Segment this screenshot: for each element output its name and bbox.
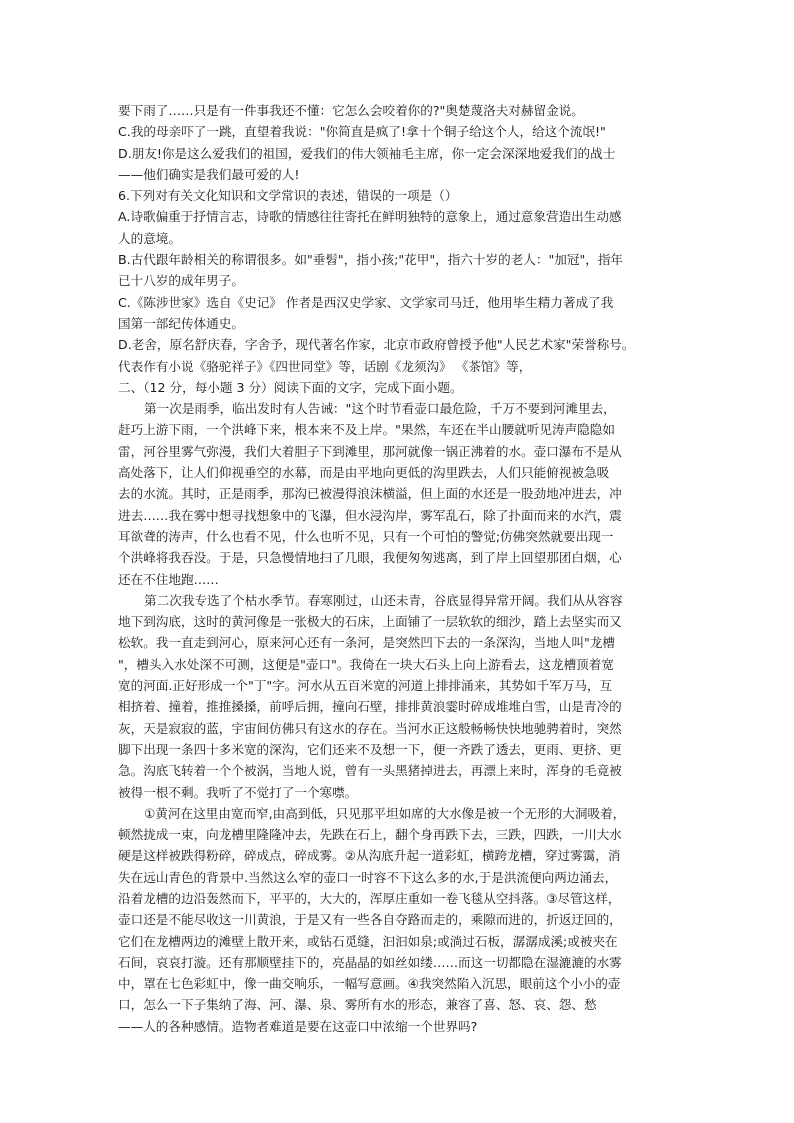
text-line: 脚下出现一条四十多米宽的深沟，它们还来不及想一下，便一齐跌了透去，更雨、更挤、更 (118, 741, 622, 757)
text-line: 硬是这样被跌得粉碎，碎成点，碎成雾。②从沟底升起一道彩虹，横跨龙槽，穿过雾霭，消 (118, 848, 621, 864)
text-line: 失在远山青色的背景中.当然这么窄的壶口一时容不下这么多的水,于是洪流便向两边涌去， (118, 869, 618, 885)
text-line: 石间，哀哀打漩。还有那顺壁挂下的，亮晶晶的如丝如缕……而这一切都隐在湿漉漉的水雾 (118, 954, 622, 970)
option-c-text: C.我的母亲吓了一跳，直望着我说："你简直是疯了!拿十个铜子给这个人，给这个流氓!" (118, 124, 606, 140)
document-page (118, 100, 676, 1037)
text-line: 去的水流。其时，正是雨季，那沟已被漫得浪沫横溢，但上面的水还是一股劲地冲进去，冲 (118, 486, 622, 502)
text-line: 口，怎么一下子集纳了海、河、瀑、泉、雾所有水的形态，兼容了喜、怒、哀、怨、愁 (118, 997, 597, 1013)
text-line: 还在不住地跑…… (118, 571, 219, 587)
text-line: 要下雨了……只是有一件事我还不懂：它怎么会咬着你的?"奥楚蔑洛夫对赫留金说。 (118, 103, 584, 118)
text-line: 松软。我一直走到河心，原来河心还有一条河，是突然凹下去的一条深沟，当地人叫"龙槽 (118, 635, 615, 651)
text-line: 沿着龙槽的边沿轰然而下，平平的，大大的，浑厚庄重如一卷飞毯从空抖落。③尽管这样， (118, 890, 621, 906)
option-c-text: C.《陈涉世家》选自《史记》 作者是西汉史学家、文学家司马迁，他用毕生精力著成了我 (118, 294, 614, 310)
text-line: 个洪峰将我吞没。于是，只急慢情地扫了几眼，我便匆匆逃离，到了岸上回望那团白烟，心 (118, 550, 622, 566)
paragraph-start: 第一次是雨季，临出发时有人告诫："这个时节看壶口最危险，千万不要到河滩里去， (144, 401, 616, 417)
text-line: 壶口还是不能尽收这一川黄浪，于是又有一些各自夺路而走的，乘隙而进的，折返迂回的， (118, 912, 622, 928)
text-line: 代表作有小说《骆驼祥子》《四世同堂》等，话剧《龙须沟》 《茶馆》等， (118, 358, 532, 374)
text-line: 灰，天是寂寂的蓝，宇宙间仿佛只有这水的存在。当河水正这般畅畅快快地驰骋着时，突然 (118, 720, 622, 736)
text-line: 赶巧上游下雨，一个洪峰下来，根本来不及上岸。"果然，车还在半山腰就听见涛声隐隐如 (118, 422, 615, 438)
text-line: 中，罩在七色彩虹中，像一曲交响乐，一幅写意画。④我突然陷入沉思，眼前这个小小的壶 (118, 976, 621, 992)
text-line: 进去……我在雾中想寻找想象中的飞瀑，但水浸沟岸，雾军乱石，除了扑面而来的水汽，震 (118, 507, 622, 523)
text-line: 它们在龙槽两边的滩壁上散开来，或钻石觅缝，汩汩如泉;或淌过石板，潺潺成溪;或被夹在 (118, 933, 618, 949)
text-line: 相挤着、撞着，推推搡搡，前呼后拥，撞向石壁，排排黄浪霎时碎成堆堆白雪，山是青冷的 (118, 699, 622, 715)
option-b-text: B.古代跟年龄相关的称谓很多。如"垂髫"，指小孩;"花甲"，指六十岁的老人："加冠"，指年 (118, 252, 624, 268)
text-line: 耳欲聋的涛声，什么也看不见，什么也听不见，只有一个可怕的警觉;仿佛突然就要出现一 (118, 528, 614, 544)
option-d-text: D.朋友!你是这么爱我们的祖国，爱我们的伟大领袖毛主席，你一定会深深地爱我们的战士 (118, 145, 616, 161)
text-line: ——他们确实是我们最可爱的人! (118, 166, 300, 182)
paragraph-start: ①黄河在这里由宽而窄,由高到低，只见那平坦如席的大水像是被一个无形的大洞吸着， (144, 805, 626, 821)
text-line: "，槽头入水处深不可测，这便是"壶口"。我倚在一块大石头上向上游看去，这龙槽顶着宽 (118, 656, 614, 672)
text-line: 国第一部纪传体通史。 (118, 315, 244, 331)
text-line: 顿然拢成一束，向龙槽里隆隆冲去，先跌在石上，翻个身再跌下去，三跌，四跌，一川大水 (118, 827, 622, 843)
option-d-text: D.老舍，原名舒庆春，字舍予，现代著名作家，北京市政府曾授予他"人民艺术家"荣誉称号。 (118, 337, 635, 353)
text-line: 宽的河面.正好形成一个"丁"字。河水从五百米宽的河道上排排涌来，其势如千军万马，互 (118, 678, 613, 694)
question-6-stem: 6.下列对有关文化知识和文学常识的表述，错误的一项是（） (118, 188, 458, 204)
text-line: 地下到沟底，这时的黄河像是一张极大的石床，上面铺了一层软软的细沙，踏上去坚实而又 (118, 614, 622, 630)
section-heading: 二、（12 分，每小题 3 分）阅读下面的文字，完成下面小题。 (118, 379, 463, 395)
text-line: 急。沟底飞转着一个个被涡，当地人说，曾有一头黑猪掉进去，再漂上来时，浑身的毛竟被 (118, 763, 622, 779)
text-line: 已十八岁的成年男子。 (118, 273, 244, 289)
text-line: 被得一根不剩。我听了不觉打了一个寒噤。 (118, 784, 358, 800)
option-a-text: A.诗歌偏重于抒情言志，诗歌的情感往往寄托在鲜明独特的意象上，通过意象营造出生动感 (118, 209, 622, 225)
text-line: 高处落下，让人们仰视垂空的水幕，而是由平地向更低的沟里跌去，人们只能俯视被急吸 (118, 465, 610, 481)
text-line: ——人的各种感情。造物者难道是要在这壶口中浓缩一个世界吗? (118, 1018, 478, 1034)
paragraph-start: 第二次我专选了个枯水季节。春寒刚过，山还未青，谷底显得异常开阔。我们从从容容 (144, 592, 623, 608)
text-line: 人的意境。 (118, 230, 181, 246)
text-line: 雷，河谷里雾气弥漫，我们大着胆子下到滩里，那河就像一锅正沸着的水。壶口瀑布不是从 (118, 443, 622, 459)
